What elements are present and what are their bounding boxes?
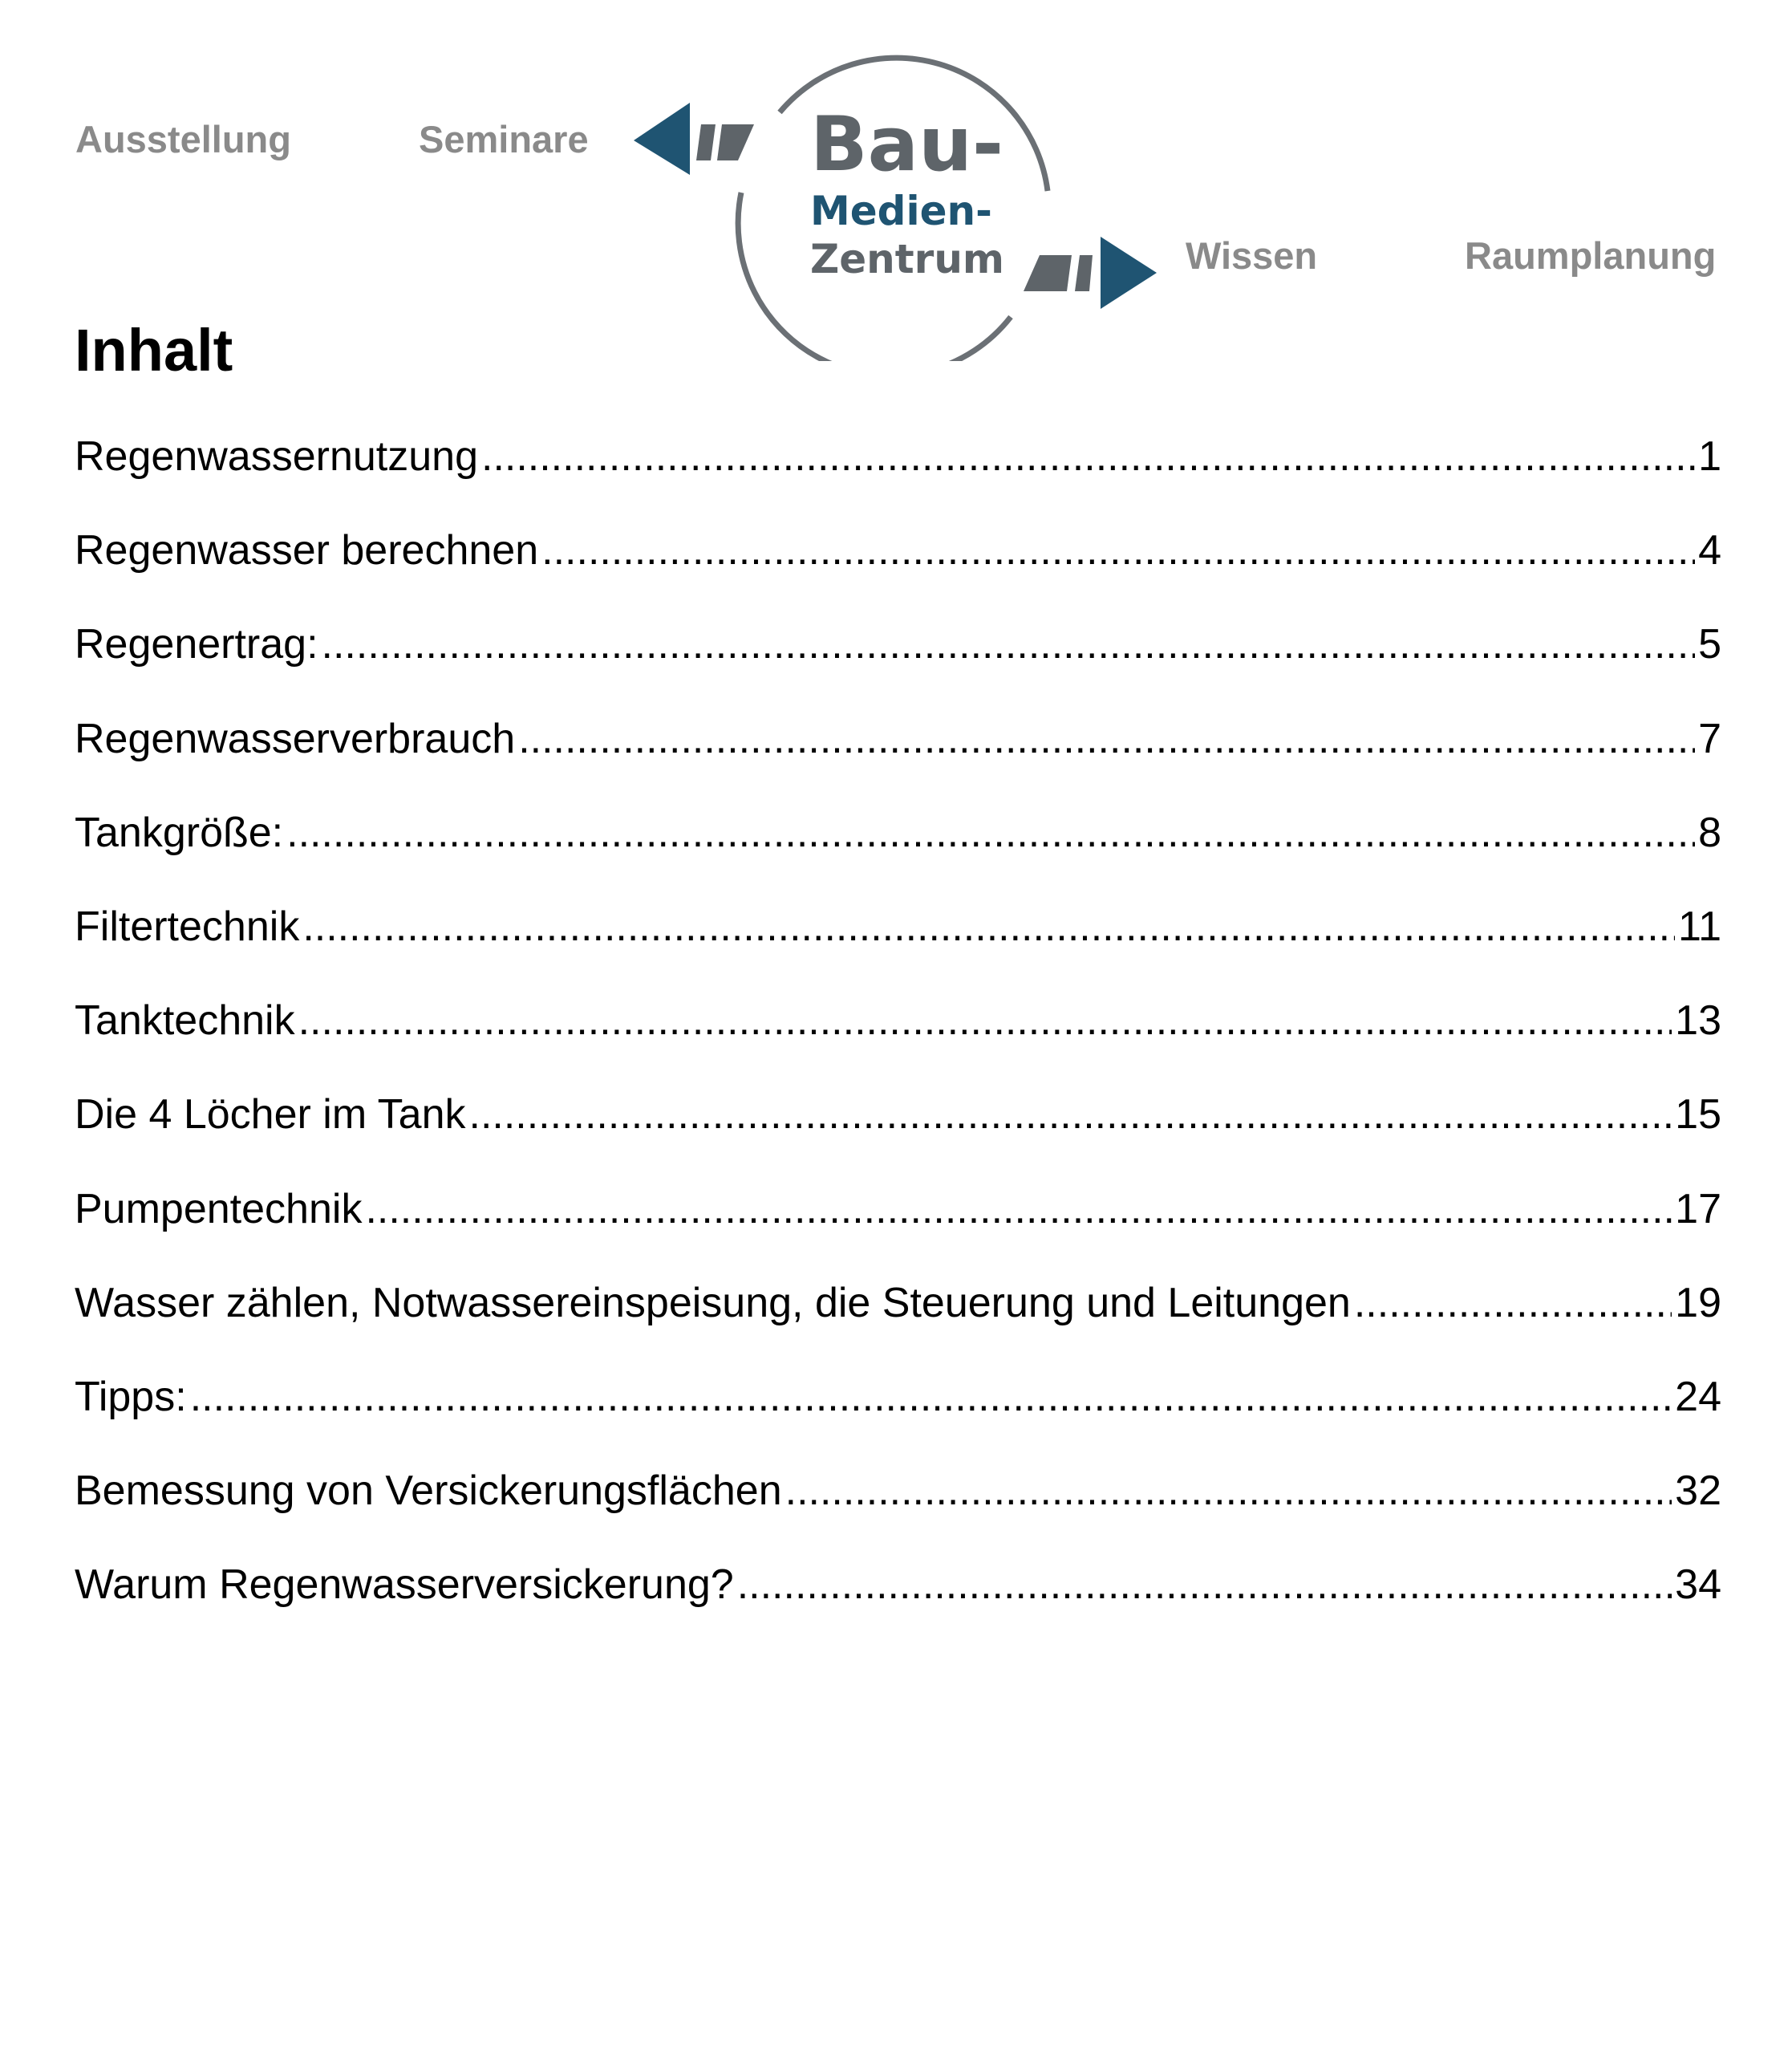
toc-page-number: 11 xyxy=(1678,903,1721,950)
toc-entry-label: Warum Regenwasserversickerung? xyxy=(75,1561,734,1609)
toc-entry-label: Regenwassernutzung xyxy=(75,433,478,480)
toc-entry-regenwassernutzung[interactable] xyxy=(75,432,1721,526)
bau-medien-zentrum-logo xyxy=(626,40,1171,361)
page-title: Inhalt xyxy=(75,317,233,384)
toc-entry-label: Filtertechnik xyxy=(75,903,300,950)
toc-entry-tankgroesse[interactable] xyxy=(75,808,1721,902)
toc-page-number: 19 xyxy=(1675,1279,1721,1326)
toc-entry-warum-regenwasserversickerung[interactable] xyxy=(75,1560,1721,1654)
toc-dot-leader xyxy=(322,619,1696,669)
toc-page-number: 32 xyxy=(1675,1467,1721,1515)
arrow-right-icon xyxy=(1024,237,1157,309)
toc-entry-label: Tipps: xyxy=(75,1373,187,1420)
toc-dot-leader xyxy=(737,1560,1672,1610)
toc-dot-leader xyxy=(518,714,1695,764)
toc-entry-regenertrag[interactable] xyxy=(75,619,1721,713)
logo-graphic xyxy=(626,40,1171,361)
toc-entry-label: Tanktechnik xyxy=(75,997,295,1045)
toc-entry-label: Tankgröße: xyxy=(75,809,284,856)
toc-page-number: 5 xyxy=(1698,621,1721,668)
toc-entry-label: Bemessung von Versickerungsflächen xyxy=(75,1467,782,1515)
nav-link-seminare[interactable]: Seminare xyxy=(419,118,589,160)
toc-dot-leader xyxy=(541,526,1695,575)
toc-dot-leader xyxy=(785,1466,1672,1516)
toc-page-number: 17 xyxy=(1675,1185,1721,1232)
toc-dot-leader xyxy=(365,1184,1672,1234)
toc-entry-wasser-zaehlen[interactable] xyxy=(75,1278,1721,1372)
table-of-contents xyxy=(75,432,1721,1654)
toc-dot-leader xyxy=(481,432,1695,481)
toc-entry-label: Pumpentechnik xyxy=(75,1185,363,1232)
toc-entry-tipps[interactable] xyxy=(75,1372,1721,1466)
toc-entry-pumpentechnik[interactable] xyxy=(75,1184,1721,1278)
arrow-left-icon xyxy=(634,103,754,175)
toc-page-number: 34 xyxy=(1675,1561,1721,1609)
toc-entry-label: Die 4 Löcher im Tank xyxy=(75,1091,466,1139)
toc-page-number: 8 xyxy=(1698,809,1721,856)
toc-page-number: 7 xyxy=(1698,715,1721,762)
logo-text-medien: Medien- xyxy=(810,188,992,234)
toc-entry-regenwasser-berechnen[interactable] xyxy=(75,526,1721,619)
logo-text-bau: Bau- xyxy=(810,101,1004,189)
toc-dot-leader xyxy=(302,902,1675,952)
toc-entry-bemessung-versickerungsflaechen[interactable] xyxy=(75,1466,1721,1560)
toc-entry-label: Regenwasser berechnen xyxy=(75,527,539,574)
toc-entry-label: Wasser zählen, Notwassereinspeisung, die Steuerung und Leitungen xyxy=(75,1279,1351,1326)
toc-page-number: 1 xyxy=(1698,433,1721,480)
toc-entry-regenwasserverbrauch[interactable] xyxy=(75,714,1721,808)
toc-dot-leader xyxy=(469,1090,1672,1139)
toc-dot-leader xyxy=(1354,1278,1672,1328)
toc-dot-leader xyxy=(286,808,1695,858)
toc-page-number: 4 xyxy=(1698,527,1721,574)
toc-page-number: 15 xyxy=(1675,1091,1721,1139)
toc-page-number: 13 xyxy=(1675,997,1721,1045)
toc-dot-leader xyxy=(298,996,1672,1045)
logo-text-zentrum: Zentrum xyxy=(810,236,1005,282)
toc-entry-tanktechnik[interactable] xyxy=(75,996,1721,1090)
nav-link-raumplanung[interactable]: Raumplanung xyxy=(1465,234,1717,277)
toc-page-number: 24 xyxy=(1675,1373,1721,1420)
toc-dot-leader xyxy=(190,1372,1672,1422)
toc-entry-label: Regenwasserverbrauch xyxy=(75,715,516,762)
toc-entry-die-4-loecher-im-tank[interactable] xyxy=(75,1090,1721,1183)
toc-entry-label: Regenertrag: xyxy=(75,621,318,668)
nav-link-ausstellung[interactable]: Ausstellung xyxy=(75,118,291,160)
nav-link-wissen[interactable]: Wissen xyxy=(1186,234,1318,277)
toc-entry-filtertechnik[interactable] xyxy=(75,902,1721,996)
